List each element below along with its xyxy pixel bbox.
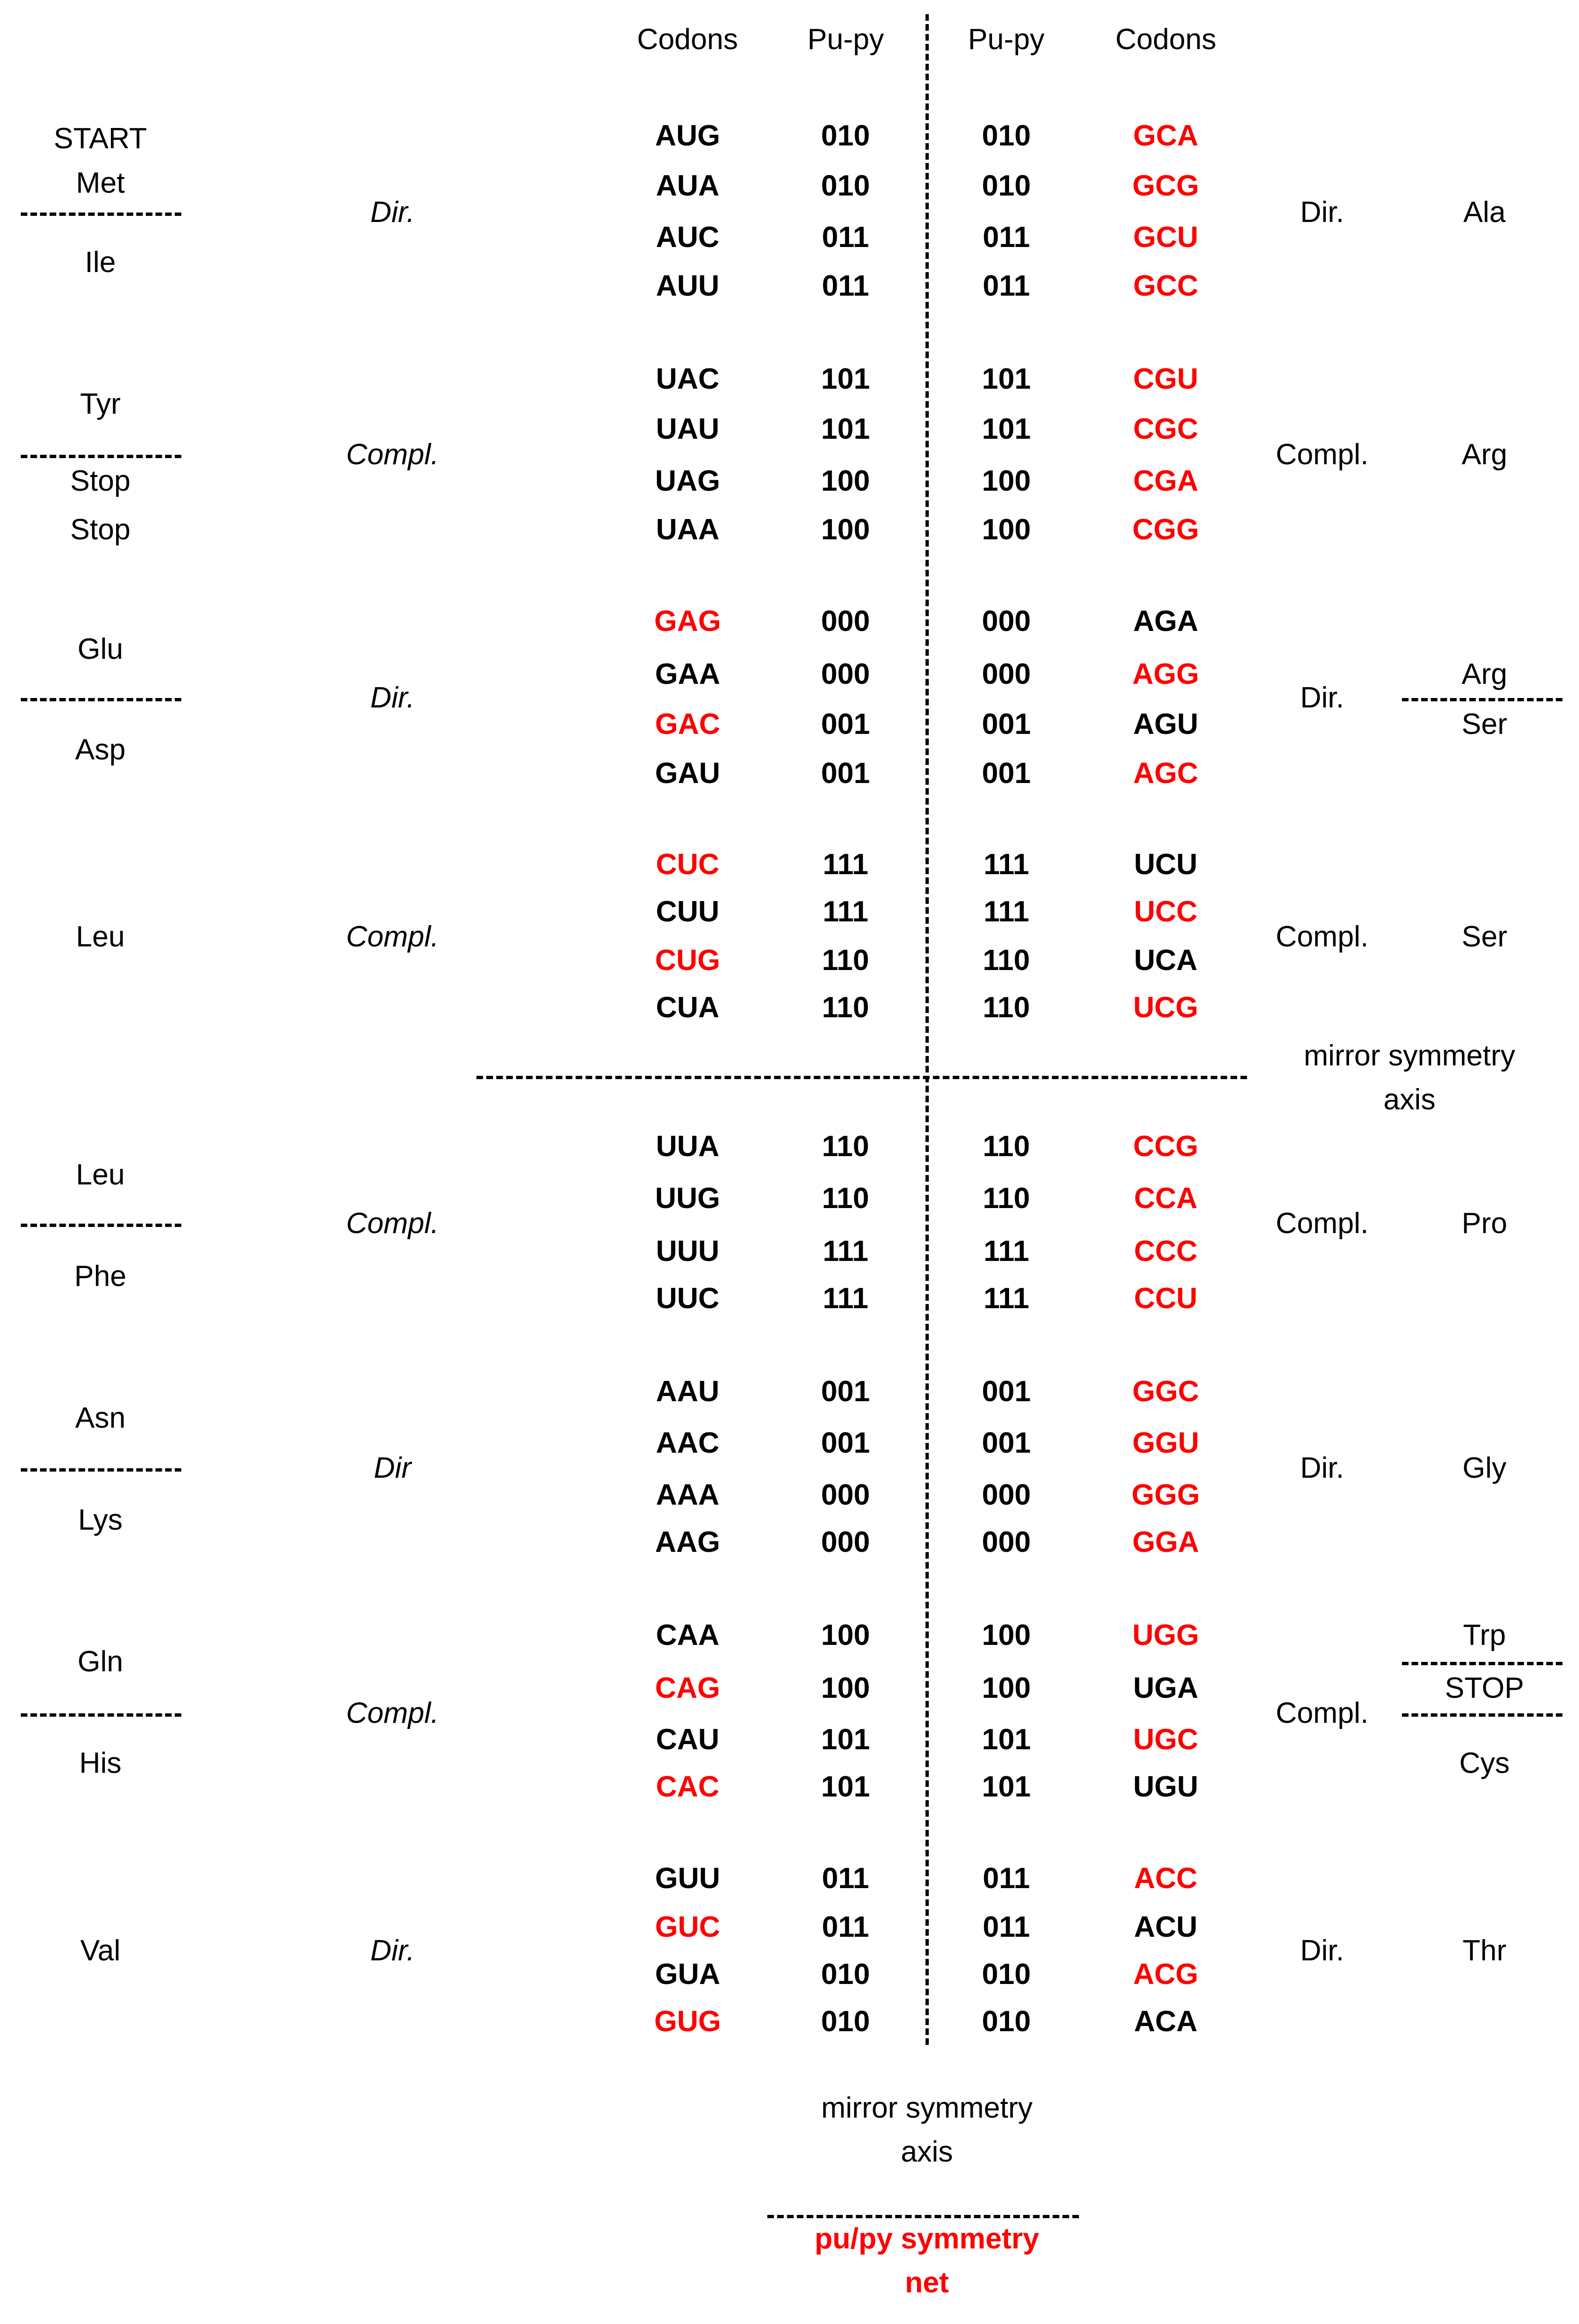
right-codon: CGU bbox=[1133, 363, 1198, 396]
left-pupy-code: 000 bbox=[821, 1525, 870, 1558]
right-codon: ACU bbox=[1134, 1911, 1197, 1944]
right-codon: ACG bbox=[1133, 1958, 1198, 1991]
left-codon: CAU bbox=[656, 1723, 720, 1756]
right-codon: CGC bbox=[1133, 413, 1198, 446]
left-pupy-code: 011 bbox=[822, 1862, 869, 1895]
left-codon: CUA bbox=[656, 991, 720, 1024]
header-left-pupy: Pu-py bbox=[807, 23, 884, 56]
left-pupy-code: 010 bbox=[821, 169, 870, 202]
right-amino-acid: Thr bbox=[1462, 1934, 1507, 1967]
left-transform-type: Compl. bbox=[346, 438, 439, 471]
right-pupy-code: 000 bbox=[982, 604, 1031, 638]
left-pupy-code: 111 bbox=[823, 895, 868, 928]
right-pupy-code: 100 bbox=[982, 1672, 1031, 1704]
right-codon: UGA bbox=[1133, 1672, 1198, 1704]
left-transform-type: Dir. bbox=[370, 681, 415, 715]
left-amino-acid: Ile bbox=[85, 246, 116, 279]
left-pupy-code: 000 bbox=[821, 658, 870, 691]
right-transform-type: Compl. bbox=[1275, 1207, 1369, 1240]
left-codon: GUC bbox=[655, 1911, 721, 1944]
right-codon: AGC bbox=[1133, 757, 1198, 790]
left-pupy-code: 100 bbox=[821, 513, 870, 546]
right-pupy-code: 111 bbox=[983, 1235, 1029, 1268]
left-pupy-code: 110 bbox=[822, 991, 869, 1024]
left-pupy-code: 110 bbox=[822, 1130, 869, 1163]
right-amino-acid: Gly bbox=[1462, 1452, 1507, 1485]
right-pupy-code: 000 bbox=[982, 1478, 1031, 1511]
left-pupy-code: 110 bbox=[822, 1182, 869, 1215]
horizontal-axis-label-line1: mirror symmetry bbox=[1304, 1039, 1515, 1072]
left-codon: CAG bbox=[655, 1672, 721, 1704]
right-transform-type: Dir. bbox=[1300, 681, 1344, 715]
vertical-axis-label-line1: mirror symmetry bbox=[821, 2092, 1033, 2124]
left-codon: CUC bbox=[656, 848, 720, 881]
right-pupy-code: 000 bbox=[982, 1525, 1031, 1558]
left-transform-type: Dir. bbox=[370, 1934, 415, 1967]
right-pupy-code: 101 bbox=[982, 1723, 1031, 1756]
right-pupy-code: 110 bbox=[983, 944, 1030, 977]
right-codon: GCC bbox=[1133, 270, 1198, 303]
right-codon: UCC bbox=[1134, 895, 1197, 928]
left-pupy-code: 001 bbox=[821, 1427, 870, 1460]
legend-label-line1: pu/py symmetry bbox=[815, 2222, 1039, 2255]
left-codon: AAA bbox=[656, 1478, 720, 1511]
right-codon: CCC bbox=[1134, 1235, 1197, 1268]
left-codon: AUU bbox=[656, 270, 720, 303]
left-amino-acid: Tyr bbox=[80, 388, 121, 421]
legend-label-line2: net bbox=[905, 2266, 949, 2299]
left-codon: UAG bbox=[655, 464, 721, 497]
left-codon: GAA bbox=[655, 658, 721, 691]
left-aa-separator bbox=[21, 455, 181, 458]
right-aa-separator bbox=[1402, 698, 1562, 701]
right-codon: AGU bbox=[1133, 708, 1198, 741]
right-codon: CGA bbox=[1133, 464, 1198, 497]
left-codon: AAC bbox=[656, 1427, 720, 1460]
left-codon: AAG bbox=[655, 1525, 721, 1558]
right-pupy-code: 011 bbox=[983, 270, 1030, 303]
left-amino-acid: Met bbox=[76, 166, 125, 199]
left-codon: UAC bbox=[656, 363, 720, 396]
left-pupy-code: 111 bbox=[823, 1235, 868, 1268]
right-pupy-code: 101 bbox=[982, 363, 1031, 396]
left-pupy-code: 101 bbox=[821, 1771, 870, 1804]
left-pupy-code: 011 bbox=[822, 1911, 869, 1944]
right-amino-acid: Cys bbox=[1459, 1747, 1510, 1780]
right-pupy-code: 011 bbox=[983, 1862, 1030, 1895]
right-pupy-code: 001 bbox=[982, 1427, 1031, 1460]
right-amino-acid: STOP bbox=[1444, 1672, 1524, 1704]
left-codon: CUU bbox=[656, 895, 720, 928]
left-pupy-code: 010 bbox=[821, 2005, 870, 2038]
left-codon: GUU bbox=[655, 1862, 721, 1895]
right-transform-type: Compl. bbox=[1275, 438, 1369, 471]
left-codon: GUA bbox=[655, 1958, 721, 1991]
left-amino-acid: Glu bbox=[77, 633, 123, 665]
right-pupy-code: 101 bbox=[982, 1771, 1031, 1804]
right-codon: UCG bbox=[1133, 991, 1198, 1024]
right-amino-acid: Trp bbox=[1463, 1618, 1506, 1651]
legend-label bbox=[815, 2217, 1039, 2305]
right-codon: GGG bbox=[1131, 1478, 1200, 1511]
right-codon: CGG bbox=[1132, 513, 1199, 546]
right-codon: CCU bbox=[1134, 1282, 1197, 1315]
horizontal-axis-label bbox=[1304, 1034, 1515, 1122]
left-transform-type: Compl. bbox=[346, 920, 439, 953]
right-pupy-code: 111 bbox=[983, 1282, 1029, 1315]
right-codon: UCU bbox=[1134, 848, 1197, 881]
left-transform-type: Compl. bbox=[346, 1697, 439, 1730]
right-transform-type: Dir. bbox=[1300, 1452, 1344, 1485]
left-codon: CAC bbox=[656, 1771, 720, 1804]
left-pupy-code: 100 bbox=[821, 464, 870, 497]
left-codon: CAA bbox=[656, 1618, 720, 1651]
right-pupy-code: 001 bbox=[982, 1375, 1031, 1408]
horizontal-axis-label-line2: axis bbox=[1383, 1083, 1436, 1116]
right-codon: GGU bbox=[1132, 1427, 1199, 1460]
left-codon: UAA bbox=[656, 513, 720, 546]
left-aa-separator bbox=[21, 1468, 181, 1472]
vertical-axis-label bbox=[821, 2086, 1033, 2174]
left-amino-acid: His bbox=[79, 1747, 122, 1780]
left-codon: AUG bbox=[655, 119, 721, 152]
left-amino-acid: Gln bbox=[77, 1645, 123, 1678]
left-transform-type: Compl. bbox=[346, 1207, 439, 1240]
header-left-codons: Codons bbox=[637, 23, 738, 56]
right-codon: UGU bbox=[1133, 1771, 1198, 1804]
right-pupy-code: 010 bbox=[982, 119, 1031, 152]
right-amino-acid: Ser bbox=[1461, 708, 1507, 741]
left-pupy-code: 110 bbox=[822, 944, 869, 977]
right-codon: CCA bbox=[1134, 1182, 1197, 1215]
left-pupy-code: 101 bbox=[821, 363, 870, 396]
right-pupy-code: 110 bbox=[983, 1182, 1030, 1215]
right-pupy-code: 001 bbox=[982, 757, 1031, 790]
horizontal-mirror-axis bbox=[476, 1076, 1247, 1079]
right-transform-type: Dir. bbox=[1300, 196, 1344, 229]
right-codon: UCA bbox=[1134, 944, 1197, 977]
left-codon: GAG bbox=[654, 604, 721, 638]
right-transform-type: Compl. bbox=[1275, 1697, 1369, 1730]
right-codon: CCG bbox=[1133, 1130, 1198, 1163]
right-pupy-code: 111 bbox=[983, 848, 1029, 881]
right-codon: ACA bbox=[1134, 2005, 1197, 2038]
left-pupy-code: 001 bbox=[821, 1375, 870, 1408]
right-codon: AGG bbox=[1132, 658, 1199, 691]
left-amino-acid: Phe bbox=[74, 1260, 127, 1293]
left-pupy-code: 101 bbox=[821, 1723, 870, 1756]
left-amino-acid: Leu bbox=[76, 1158, 125, 1191]
left-pupy-code: 111 bbox=[823, 848, 868, 881]
vertical-axis-label-line2: axis bbox=[900, 2136, 953, 2168]
right-pupy-code: 001 bbox=[982, 708, 1031, 741]
left-codon: CUG bbox=[655, 944, 721, 977]
right-pupy-code: 010 bbox=[982, 1958, 1031, 1991]
left-codon: AUA bbox=[656, 169, 720, 202]
right-transform-type: Compl. bbox=[1275, 920, 1369, 953]
left-pupy-code: 100 bbox=[821, 1618, 870, 1651]
right-pupy-code: 000 bbox=[982, 658, 1031, 691]
left-codon: AAU bbox=[656, 1375, 720, 1408]
left-aa-separator bbox=[21, 1713, 181, 1717]
left-codon: UUC bbox=[656, 1282, 720, 1315]
header-right-codons: Codons bbox=[1115, 23, 1216, 56]
right-pupy-code: 101 bbox=[982, 413, 1031, 446]
left-transform-type: Dir. bbox=[370, 196, 415, 229]
right-pupy-code: 011 bbox=[983, 1911, 1030, 1944]
left-codon: GAU bbox=[655, 757, 721, 790]
right-codon: GCA bbox=[1133, 119, 1198, 152]
left-pupy-code: 000 bbox=[821, 604, 870, 638]
left-pupy-code: 111 bbox=[823, 1282, 868, 1315]
right-pupy-code: 110 bbox=[983, 991, 1030, 1024]
right-codon: GGA bbox=[1132, 1525, 1199, 1558]
right-pupy-code: 011 bbox=[983, 221, 1030, 254]
right-codon: AGA bbox=[1133, 604, 1198, 638]
right-pupy-code: 010 bbox=[982, 169, 1031, 202]
left-amino-acid: Stop bbox=[70, 513, 131, 546]
right-pupy-code: 111 bbox=[983, 895, 1029, 928]
left-amino-acid: Leu bbox=[76, 920, 125, 953]
right-codon: GGC bbox=[1132, 1375, 1199, 1408]
right-amino-acid: Pro bbox=[1461, 1207, 1507, 1240]
right-codon: ACC bbox=[1134, 1862, 1197, 1895]
right-aa-separator bbox=[1402, 1713, 1562, 1717]
right-aa-separator bbox=[1402, 1662, 1562, 1665]
right-codon: UGG bbox=[1132, 1618, 1199, 1651]
right-amino-acid: Arg bbox=[1461, 438, 1507, 471]
left-aa-separator bbox=[21, 698, 181, 701]
left-pupy-code: 010 bbox=[821, 119, 870, 152]
left-codon: UUA bbox=[656, 1130, 720, 1163]
left-transform-type: Dir bbox=[374, 1452, 411, 1485]
left-amino-acid: Asn bbox=[75, 1402, 126, 1435]
left-amino-acid: Asp bbox=[75, 733, 126, 766]
vertical-mirror-axis bbox=[925, 14, 929, 2045]
left-pupy-code: 100 bbox=[821, 1672, 870, 1704]
right-transform-type: Dir. bbox=[1300, 1934, 1344, 1967]
left-pupy-code: 101 bbox=[821, 413, 870, 446]
right-pupy-code: 100 bbox=[982, 464, 1031, 497]
right-amino-acid: Ser bbox=[1461, 920, 1507, 953]
header-right-pupy: Pu-py bbox=[968, 23, 1044, 56]
left-pupy-code: 011 bbox=[822, 221, 869, 254]
left-amino-acid: START bbox=[53, 122, 147, 155]
left-codon: GUG bbox=[654, 2005, 721, 2038]
right-codon: GCU bbox=[1133, 221, 1198, 254]
right-pupy-code: 010 bbox=[982, 2005, 1031, 2038]
left-codon: GAC bbox=[655, 708, 721, 741]
left-pupy-code: 001 bbox=[821, 708, 870, 741]
right-amino-acid: Arg bbox=[1461, 658, 1507, 691]
right-pupy-code: 100 bbox=[982, 1618, 1031, 1651]
left-aa-separator bbox=[21, 213, 181, 216]
right-pupy-code: 100 bbox=[982, 513, 1031, 546]
left-amino-acid: Lys bbox=[78, 1503, 123, 1536]
left-pupy-code: 000 bbox=[821, 1478, 870, 1511]
left-codon: UAU bbox=[656, 413, 720, 446]
left-pupy-code: 001 bbox=[821, 757, 870, 790]
left-amino-acid: Val bbox=[80, 1934, 121, 1967]
left-amino-acid: Stop bbox=[70, 464, 131, 497]
left-pupy-code: 010 bbox=[821, 1958, 870, 1991]
left-codon: AUC bbox=[656, 221, 720, 254]
right-codon: GCG bbox=[1132, 169, 1199, 202]
left-pupy-code: 011 bbox=[822, 270, 869, 303]
left-aa-separator bbox=[21, 1224, 181, 1227]
right-codon: UGC bbox=[1133, 1723, 1198, 1756]
right-amino-acid: Ala bbox=[1463, 196, 1506, 229]
left-codon: UUU bbox=[656, 1235, 720, 1268]
left-codon: UUG bbox=[655, 1182, 721, 1215]
right-pupy-code: 110 bbox=[983, 1130, 1030, 1163]
